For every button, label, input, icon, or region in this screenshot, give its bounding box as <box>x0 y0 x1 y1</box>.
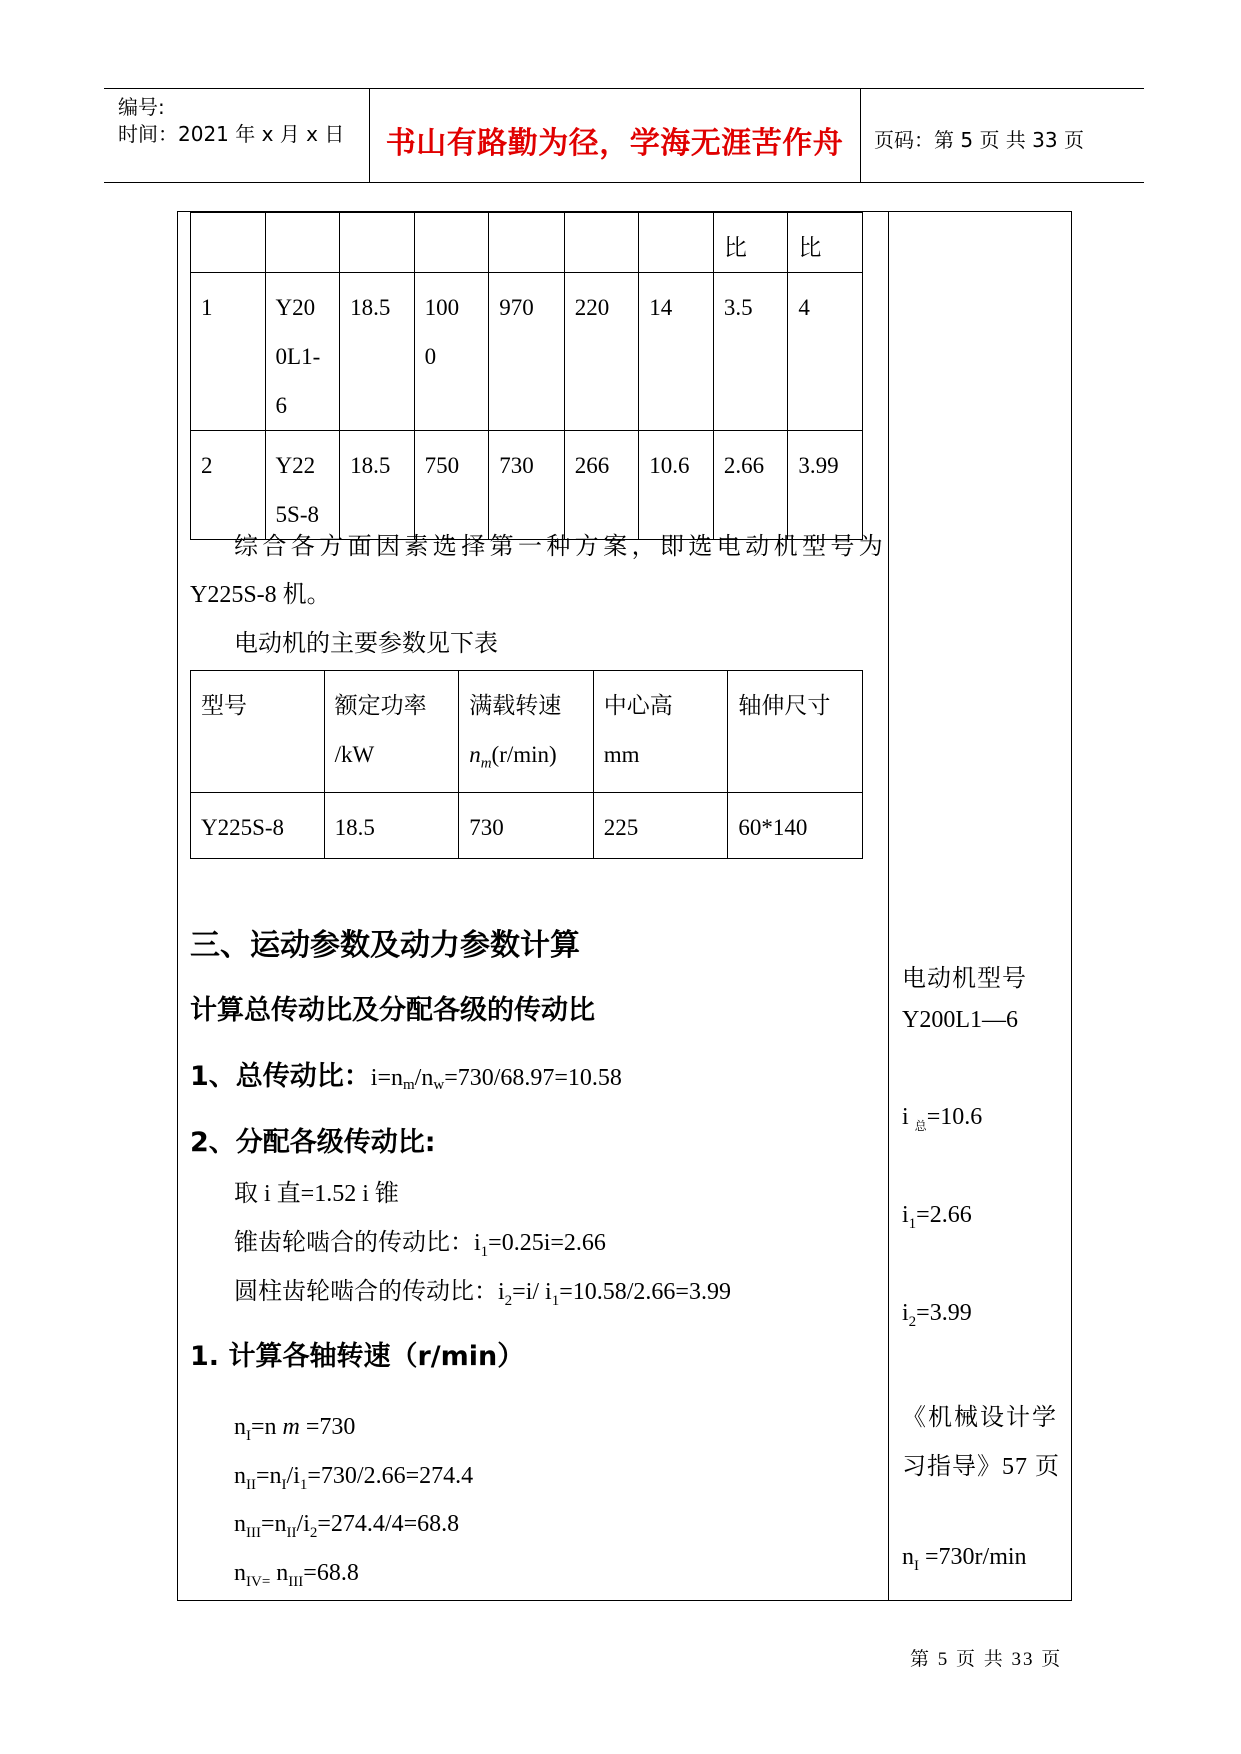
header-power-unit: /kW <box>334 742 375 767</box>
formula-part: i <box>902 1104 915 1130</box>
table-header-cell <box>728 671 863 793</box>
table-cell: 比 <box>788 213 863 273</box>
table-cell: 18.5 <box>324 793 459 859</box>
formula-subscript: III <box>288 1573 304 1590</box>
table-row <box>191 213 863 273</box>
formula-italic: m <box>282 1414 300 1440</box>
formula-part: i <box>902 1202 909 1228</box>
nm-subscript: m <box>480 755 492 772</box>
header-top-rule <box>104 88 1144 89</box>
total-ratio-line <box>190 1054 622 1095</box>
formula-part: i=n <box>370 1065 403 1091</box>
footer-page-number: 第 5 页 共 33 页 <box>910 1649 1063 1670</box>
header-center-height: 中心高 <box>603 693 673 718</box>
formula-part: /i <box>296 1511 310 1537</box>
motor-params-table <box>190 670 863 859</box>
header-shaft-size: 轴伸尺寸 <box>738 693 831 718</box>
header-divider-right <box>860 88 861 182</box>
sidebar-i2 <box>902 1300 972 1330</box>
formula-subscript: 2 <box>908 1313 917 1330</box>
table-row <box>191 671 863 793</box>
header-model: 型号 <box>201 693 247 718</box>
formula-part: =0.25i=2.66 <box>488 1230 606 1256</box>
formula-subscript: I <box>281 1476 287 1493</box>
speed-line2 <box>234 1459 473 1493</box>
table-cell: 4 <box>788 273 863 431</box>
formula-part: =n <box>251 1414 283 1440</box>
total-ratio-label: 1、总传动比： <box>190 1061 371 1092</box>
table-cell: Y22 5S-8 <box>265 431 340 540</box>
formula-subscript: w <box>433 1077 445 1094</box>
distribute-line2 <box>234 1226 606 1260</box>
formula-subscript: 1 <box>480 1243 489 1260</box>
formula-part: =68.8 <box>303 1560 359 1586</box>
formula-part: =n <box>261 1511 287 1537</box>
formula-subscript: I <box>914 1557 919 1574</box>
selection-text-line2: Y225S-8 机。 <box>190 582 331 608</box>
table-cell: 100 0 <box>414 273 489 431</box>
table-cell: 220 <box>564 273 639 431</box>
table-cell: 2 <box>191 431 266 540</box>
sidebar-reference-line1: 《机械设计学 <box>902 1405 1058 1431</box>
formula-subscript: II <box>286 1524 297 1541</box>
table-cell: 10.6 <box>639 431 714 540</box>
section-title: 三、运动参数及动力参数计算 <box>190 928 580 963</box>
formula-part: =730 <box>299 1414 356 1440</box>
formula-part: =n <box>256 1463 282 1489</box>
formula-part: /n <box>414 1065 434 1091</box>
header-speed: 满载转速 <box>469 693 562 718</box>
table-cell: 3.5 <box>713 273 788 431</box>
table-cell: 3.99 <box>788 431 863 540</box>
table-cell <box>564 213 639 273</box>
formula-subscript: 2 <box>309 1524 318 1541</box>
table-cell <box>489 213 565 273</box>
header-bottom-rule <box>104 182 1144 183</box>
table-header-cell <box>324 671 459 793</box>
header-power: 额定功率 <box>334 693 427 718</box>
table-cell: 60*140 <box>728 793 863 859</box>
table-cell: 1 <box>191 273 266 431</box>
formula-part: n <box>234 1414 246 1440</box>
table-cell: Y20 0L1- 6 <box>265 273 340 431</box>
table-row <box>191 273 863 431</box>
table-cell: 18.5 <box>340 273 415 431</box>
table-row <box>191 793 863 859</box>
formula-subscript: 1 <box>299 1476 308 1493</box>
speed-line1 <box>234 1410 355 1444</box>
sidebar-i-total <box>902 1104 982 1131</box>
nm-symbol: n <box>469 742 481 767</box>
distribute-label: 2、分配各级传动比: <box>190 1127 436 1158</box>
document-time: 时间：2021 年 x 月 x 日 <box>118 122 345 146</box>
table-cell: 2.66 <box>713 431 788 540</box>
formula-part: 圆柱齿轮啮合的传动比：i <box>234 1279 505 1305</box>
formula-part: =3.99 <box>916 1300 972 1326</box>
selection-text-line1: 综合各方面因素选择第一种方案，即选电动机型号为 <box>234 534 888 560</box>
table-row <box>191 431 863 540</box>
formula-subscript: III <box>246 1524 261 1541</box>
sidebar-i1 <box>902 1202 972 1232</box>
table-cell <box>340 213 415 273</box>
sidebar-n1 <box>902 1544 1027 1574</box>
table-header-cell <box>593 671 728 793</box>
subsection-title: 计算总传动比及分配各级的传动比 <box>190 995 595 1026</box>
formula-subscript: I <box>246 1427 251 1444</box>
sidebar-motor-value: Y200L1—6 <box>902 1007 1018 1033</box>
formula-subscript: 1 <box>551 1292 560 1309</box>
table-cell: 18.5 <box>340 431 415 540</box>
formula-subscript: IV= <box>246 1573 271 1590</box>
document-number-label: 编号: <box>118 95 165 119</box>
table-header-cell <box>459 671 594 793</box>
formula-part: n <box>234 1560 246 1586</box>
speed-unit: (r/min) <box>491 742 557 767</box>
table-cell: 比 <box>713 213 788 273</box>
sidebar-motor-label: 电动机型号 <box>902 966 1027 992</box>
params-intro: 电动机的主要参数见下表 <box>234 631 498 657</box>
table-cell <box>265 213 340 273</box>
formula-part: =274.4/4=68.8 <box>317 1511 460 1537</box>
formula-part: n <box>902 1544 914 1570</box>
table-cell <box>639 213 714 273</box>
formula-part: i <box>902 1300 909 1326</box>
distribute-line3 <box>234 1275 731 1309</box>
formula-part: =2.66 <box>916 1202 972 1228</box>
formula-part: 锥齿轮啮合的传动比：i <box>234 1230 481 1256</box>
formula-part: n <box>234 1463 246 1489</box>
speed-title: 1. 计算各轴转速（r/min） <box>190 1341 525 1372</box>
formula-part: =730/68.97=10.58 <box>444 1065 622 1091</box>
header-speed-unit <box>469 730 584 779</box>
header-meta <box>118 94 344 148</box>
formula-part: =10.6 <box>926 1104 983 1130</box>
table-cell: 266 <box>564 431 639 540</box>
speed-line3 <box>234 1507 459 1541</box>
formula-subscript: 1 <box>908 1215 917 1232</box>
sidebar-divider <box>888 211 889 1601</box>
formula-part: =10.58/2.66=3.99 <box>559 1279 731 1305</box>
speed-line4 <box>234 1556 359 1590</box>
formula-part: =730r/min <box>919 1544 1027 1570</box>
table-cell: 225 <box>593 793 728 859</box>
formula-part: n <box>270 1560 289 1586</box>
sidebar-reference-line2: 习指导》57 页 <box>902 1454 1060 1480</box>
formula-part: =730/2.66=274.4 <box>307 1463 474 1489</box>
table-cell: 730 <box>489 431 565 540</box>
table-header-cell <box>191 671 325 793</box>
table-cell: 970 <box>489 273 565 431</box>
distribute-line1: 取 i 直=1.52 i 锥 <box>234 1181 399 1207</box>
formula-part: =i/ i <box>512 1279 552 1305</box>
formula-part: /i <box>286 1463 300 1489</box>
formula-subscript: m <box>403 1077 415 1094</box>
table-cell <box>191 213 266 273</box>
table-cell: 750 <box>414 431 489 540</box>
motor-options-table <box>190 212 863 540</box>
table-cell: 14 <box>639 273 714 431</box>
table-cell: 730 <box>459 793 594 859</box>
formula-subscript: 2 <box>504 1292 513 1309</box>
header-motto: 书山有路勤为径，学海无涯苦作舟 <box>385 126 844 161</box>
formula-part: n <box>234 1511 246 1537</box>
header-page-number: 页码：第 5 页 共 33 页 <box>874 128 1084 152</box>
formula-subscript: II <box>246 1476 256 1493</box>
header-center-height-unit: mm <box>603 742 640 767</box>
table-cell <box>414 213 489 273</box>
table-cell: Y225S-8 <box>191 793 325 859</box>
formula-subscript: 总 <box>914 1118 927 1133</box>
